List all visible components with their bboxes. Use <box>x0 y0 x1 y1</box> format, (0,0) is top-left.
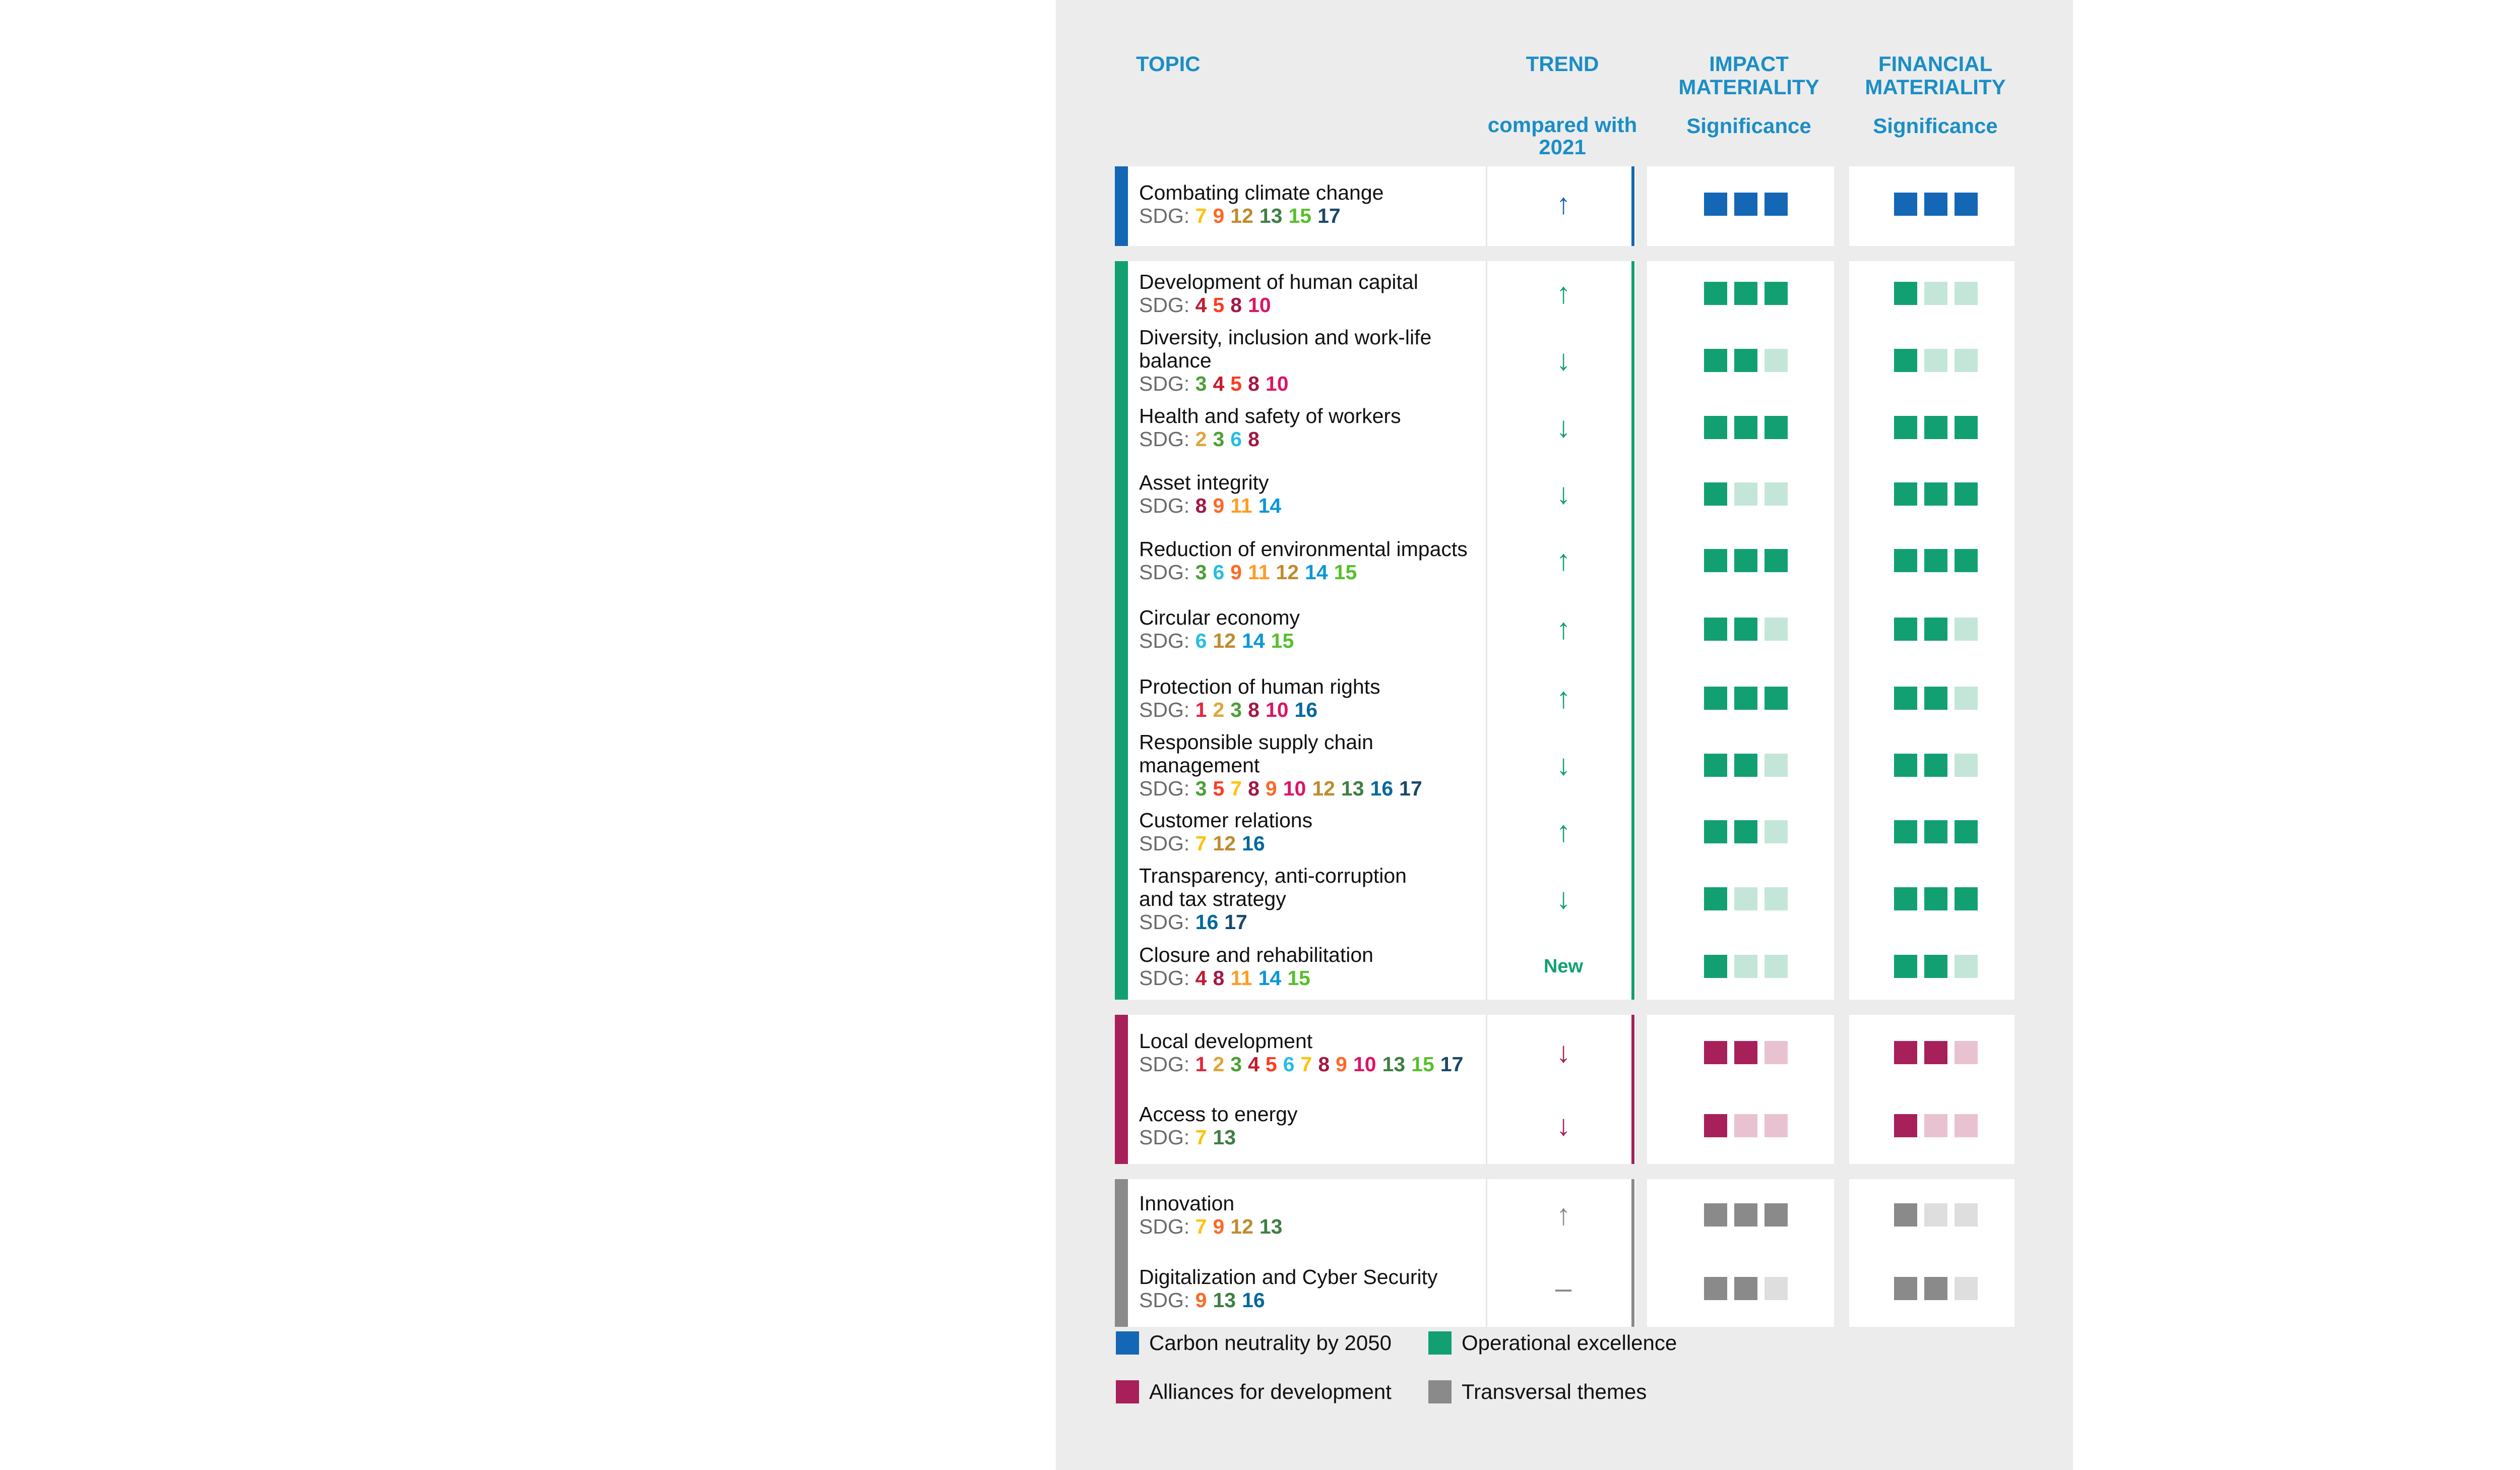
financial-significance-square <box>1894 820 1917 843</box>
financial-significance-square <box>1924 754 1947 777</box>
group-divider-line <box>1631 261 1634 1000</box>
header-trend-subtitle: compared with 2021 <box>1487 113 1637 159</box>
impact-significance-square <box>1734 416 1757 439</box>
topic-sdgs <box>1139 1053 1492 1076</box>
sdg-prefix: SDG: <box>1139 629 1195 652</box>
sdg-number: 6 <box>1195 629 1207 652</box>
sdg-number: 14 <box>1258 494 1282 517</box>
sdg-number: 8 <box>1248 372 1259 395</box>
impact-significance-square <box>1704 349 1727 372</box>
trend-neutral-icon: – <box>1555 1272 1572 1305</box>
financial-significance-square <box>1894 282 1917 305</box>
sdg-number: 15 <box>1334 561 1357 584</box>
financial-significance-square <box>1955 549 1978 572</box>
group-financial-bg <box>1849 1179 2014 1327</box>
impact-significance-square <box>1734 1114 1757 1137</box>
sdg-number: 9 <box>1213 494 1225 517</box>
topic-sdgs <box>1139 561 1492 584</box>
impact-significance-square <box>1734 1041 1757 1064</box>
topic-title: Combating climate change <box>1139 181 1384 204</box>
sdg-number: 5 <box>1213 293 1225 317</box>
topic-cell <box>1139 943 1492 990</box>
sdg-number: 10 <box>1265 372 1289 395</box>
financial-significance-square <box>1924 955 1947 978</box>
topic-title: Access to energy <box>1139 1102 1298 1126</box>
sdg-number: 10 <box>1353 1053 1376 1076</box>
financial-significance-square <box>1894 193 1917 216</box>
group-color-bar <box>1115 1015 1128 1164</box>
impact-significance-square <box>1704 482 1727 506</box>
financial-significance-square <box>1955 1041 1978 1064</box>
trend-up-icon: ↑ <box>1556 612 1571 645</box>
topic-sdgs <box>1139 966 1492 990</box>
sdg-number: 16 <box>1195 910 1219 934</box>
impact-significance-square <box>1765 1203 1788 1227</box>
topic-sdgs <box>1139 293 1492 317</box>
impact-significance-square <box>1765 687 1788 710</box>
topic-cell <box>1139 1192 1492 1238</box>
header-topic: TOPIC <box>1136 52 1201 76</box>
impact-significance-square <box>1704 887 1727 910</box>
topic-title: Diversity, inclusion and work-life balance <box>1139 326 1432 372</box>
topic-cell <box>1139 864 1492 934</box>
sdg-number: 9 <box>1230 561 1242 584</box>
sdg-number: 8 <box>1195 494 1207 517</box>
sdg-number: 5 <box>1230 372 1242 395</box>
topic-title: Customer relations <box>1139 809 1313 832</box>
financial-significance-square <box>1955 416 1978 439</box>
impact-significance-square <box>1704 549 1727 572</box>
sdg-number: 5 <box>1213 777 1225 800</box>
topic-sdgs <box>1139 1126 1492 1149</box>
sdg-number: 16 <box>1242 832 1265 855</box>
topic-cell <box>1139 809 1492 855</box>
impact-significance-square <box>1765 820 1788 843</box>
impact-significance-square <box>1734 549 1757 572</box>
impact-significance-square <box>1734 820 1757 843</box>
sdg-number: 7 <box>1195 832 1207 855</box>
sdg-number: 12 <box>1276 561 1299 584</box>
impact-significance-square <box>1734 282 1757 305</box>
sdg-prefix: SDG: <box>1139 698 1195 721</box>
sdg-prefix: SDG: <box>1139 494 1195 517</box>
impact-significance-square <box>1734 687 1757 710</box>
sdg-prefix: SDG: <box>1139 910 1195 934</box>
impact-significance-square <box>1734 349 1757 372</box>
sdg-number: 12 <box>1213 629 1236 652</box>
sdg-number: 9 <box>1265 777 1277 800</box>
sdg-number: 7 <box>1195 1215 1207 1238</box>
financial-significance-square <box>1894 955 1917 978</box>
financial-significance-square <box>1924 193 1947 216</box>
topic-cell <box>1139 675 1492 721</box>
financial-significance-square <box>1894 482 1917 506</box>
topic-sdgs <box>1139 629 1492 652</box>
trend-down-icon: ↓ <box>1556 749 1571 781</box>
topic-sdgs <box>1139 427 1492 451</box>
topic-title: Responsible supply chain management <box>1139 730 1373 777</box>
sdg-number: 1 <box>1195 1053 1207 1076</box>
impact-significance-square <box>1765 618 1788 641</box>
financial-significance-square <box>1955 349 1978 372</box>
impact-significance-square <box>1734 193 1757 216</box>
sdg-number: 8 <box>1248 777 1259 800</box>
sdg-number: 17 <box>1440 1053 1464 1076</box>
financial-significance-square <box>1894 687 1917 710</box>
impact-significance-square <box>1765 1277 1788 1300</box>
topic-cell <box>1139 404 1492 451</box>
impact-significance-square <box>1704 1277 1727 1300</box>
financial-significance-square <box>1894 1203 1917 1227</box>
sdg-number: 5 <box>1265 1053 1277 1076</box>
financial-significance-square <box>1894 549 1917 572</box>
sdg-number: 8 <box>1230 293 1242 317</box>
sdg-number: 6 <box>1283 1053 1295 1076</box>
group-divider-line <box>1631 1015 1634 1164</box>
sdg-prefix: SDG: <box>1139 1289 1195 1312</box>
topic-title: Protection of human rights <box>1139 675 1380 698</box>
topic-title: Asset integrity <box>1139 471 1269 494</box>
impact-significance-square <box>1704 1041 1727 1064</box>
financial-significance-square <box>1955 887 1978 910</box>
impact-significance-square <box>1765 282 1788 305</box>
trend-up-icon: ↑ <box>1556 815 1571 848</box>
topic-title: Development of human capital <box>1139 270 1418 293</box>
financial-significance-square <box>1894 754 1917 777</box>
group-divider-line <box>1631 1179 1634 1327</box>
sdg-number: 4 <box>1195 293 1207 317</box>
financial-significance-square <box>1894 1114 1917 1137</box>
sdg-number: 2 <box>1213 698 1225 721</box>
impact-significance-square <box>1765 349 1788 372</box>
impact-significance-square <box>1765 1041 1788 1064</box>
sdg-prefix: SDG: <box>1139 1053 1195 1076</box>
group-color-bar <box>1115 1179 1128 1327</box>
financial-significance-square <box>1924 1203 1947 1227</box>
impact-significance-square <box>1765 887 1788 910</box>
topic-cell <box>1139 1265 1492 1312</box>
financial-significance-square <box>1894 1041 1917 1064</box>
sdg-number: 1 <box>1195 698 1207 721</box>
financial-significance-square <box>1924 820 1947 843</box>
topic-title: Digitalization and Cyber Security <box>1139 1265 1438 1289</box>
impact-significance-square <box>1734 754 1757 777</box>
topic-cell <box>1139 606 1492 652</box>
impact-significance-square <box>1704 282 1727 305</box>
topic-cell <box>1139 730 1492 800</box>
sdg-prefix: SDG: <box>1139 777 1195 800</box>
sdg-number: 17 <box>1399 777 1422 800</box>
sdg-number: 6 <box>1213 561 1225 584</box>
sdg-number: 10 <box>1248 293 1271 317</box>
sdg-number: 15 <box>1411 1053 1434 1076</box>
topic-title: Innovation <box>1139 1192 1235 1215</box>
sdg-number: 7 <box>1195 204 1207 227</box>
impact-significance-square <box>1704 687 1727 710</box>
impact-significance-square <box>1765 549 1788 572</box>
impact-significance-square <box>1704 1114 1727 1137</box>
impact-significance-square <box>1765 416 1788 439</box>
sdg-number: 16 <box>1294 698 1318 721</box>
sdg-prefix: SDG: <box>1139 1215 1195 1238</box>
impact-significance-square <box>1765 193 1788 216</box>
financial-significance-square <box>1894 1277 1917 1300</box>
sdg-number: 3 <box>1195 561 1207 584</box>
sdg-number: 7 <box>1230 777 1242 800</box>
financial-significance-square <box>1955 1114 1978 1137</box>
group-impact-bg <box>1647 1015 1834 1164</box>
financial-significance-square <box>1955 1203 1978 1227</box>
sdg-number: 3 <box>1230 698 1242 721</box>
financial-significance-square <box>1924 887 1947 910</box>
impact-significance-square <box>1765 754 1788 777</box>
financial-significance-square <box>1924 482 1947 506</box>
sdg-number: 9 <box>1213 204 1225 227</box>
financial-significance-square <box>1955 820 1978 843</box>
impact-significance-square <box>1734 1203 1757 1227</box>
sdg-number: 11 <box>1230 494 1252 517</box>
sdg-number: 4 <box>1213 372 1225 395</box>
trend-up-icon: ↑ <box>1556 1198 1571 1231</box>
topic-sdgs <box>1139 698 1492 721</box>
sdg-number: 2 <box>1213 1053 1225 1076</box>
sdg-number: 12 <box>1230 204 1253 227</box>
sdg-number: 13 <box>1213 1289 1236 1312</box>
financial-significance-square <box>1894 349 1917 372</box>
legend-label: Alliances for development <box>1149 1380 1392 1403</box>
impact-significance-square <box>1734 1277 1757 1300</box>
sdg-number: 4 <box>1195 966 1207 990</box>
topic-title: Circular economy <box>1139 606 1300 629</box>
legend-swatch <box>1116 1331 1139 1355</box>
sdg-number: 14 <box>1305 561 1328 584</box>
group-color-bar <box>1115 166 1128 246</box>
group-color-bar <box>1115 261 1128 1000</box>
topic-sdgs <box>1139 777 1492 800</box>
legend-swatch <box>1116 1380 1139 1403</box>
sdg-number: 13 <box>1341 777 1364 800</box>
sdg-number: 6 <box>1230 427 1242 451</box>
financial-significance-square <box>1924 416 1947 439</box>
topic-cell <box>1139 181 1492 227</box>
financial-significance-square <box>1894 416 1917 439</box>
sdg-number: 9 <box>1213 1215 1225 1238</box>
topic-cell <box>1139 471 1492 517</box>
financial-significance-square <box>1955 754 1978 777</box>
sdg-number: 3 <box>1195 777 1207 800</box>
trend-down-icon: ↓ <box>1556 882 1571 915</box>
sdg-prefix: SDG: <box>1139 1126 1195 1149</box>
sdg-prefix: SDG: <box>1139 832 1195 855</box>
sdg-number: 17 <box>1224 910 1247 934</box>
sdg-number: 8 <box>1213 966 1225 990</box>
sdg-number: 16 <box>1370 777 1394 800</box>
header-trend: TREND <box>1526 52 1599 76</box>
topic-cell <box>1139 326 1492 395</box>
sdg-number: 14 <box>1242 629 1265 652</box>
sdg-number: 7 <box>1195 1126 1207 1149</box>
topic-sdgs <box>1139 1215 1492 1238</box>
trend-down-icon: ↓ <box>1556 1036 1571 1069</box>
impact-significance-square <box>1704 1203 1727 1227</box>
legend-swatch <box>1428 1380 1452 1403</box>
sdg-number: 11 <box>1230 966 1252 990</box>
sdg-number: 3 <box>1195 372 1207 395</box>
financial-significance-square <box>1955 282 1978 305</box>
impact-significance-square <box>1704 955 1727 978</box>
sdg-number: 14 <box>1258 966 1282 990</box>
impact-significance-square <box>1704 754 1727 777</box>
trend-up-icon: ↑ <box>1556 188 1571 220</box>
sdg-number: 4 <box>1248 1053 1259 1076</box>
group-financial-bg <box>1849 1015 2014 1164</box>
sdg-number: 7 <box>1300 1053 1312 1076</box>
sdg-prefix: SDG: <box>1139 427 1195 451</box>
sdg-number: 17 <box>1317 204 1341 227</box>
financial-significance-square <box>1924 1041 1947 1064</box>
group-impact-bg <box>1647 1179 1834 1327</box>
sdg-prefix: SDG: <box>1139 561 1195 584</box>
impact-significance-square <box>1734 482 1757 506</box>
sdg-number: 10 <box>1265 698 1289 721</box>
financial-significance-square <box>1924 282 1947 305</box>
topic-sdgs <box>1139 832 1492 855</box>
financial-significance-square <box>1955 1277 1978 1300</box>
financial-significance-square <box>1955 193 1978 216</box>
trend-down-icon: ↓ <box>1556 477 1571 510</box>
header-impact-materiality: IMPACT MATERIALITY <box>1678 52 1819 99</box>
sdg-number: 12 <box>1213 832 1236 855</box>
financial-significance-square <box>1955 482 1978 506</box>
trend-up-icon: ↑ <box>1556 682 1571 714</box>
legend-label: Transversal themes <box>1462 1380 1647 1403</box>
sdg-number: 9 <box>1336 1053 1347 1076</box>
topic-title: Local development <box>1139 1029 1313 1053</box>
sdg-number: 13 <box>1382 1053 1406 1076</box>
impact-significance-square <box>1765 955 1788 978</box>
topic-cell <box>1139 1029 1492 1076</box>
sdg-number: 13 <box>1259 1215 1283 1238</box>
trend-down-icon: ↓ <box>1556 344 1571 377</box>
sdg-number: 11 <box>1248 561 1270 584</box>
impact-significance-square <box>1704 416 1727 439</box>
topic-cell <box>1139 270 1492 317</box>
sdg-number: 10 <box>1283 777 1306 800</box>
sdg-prefix: SDG: <box>1139 204 1195 227</box>
impact-significance-square <box>1734 887 1757 910</box>
sdg-number: 8 <box>1248 427 1259 451</box>
sdg-number: 15 <box>1287 966 1310 990</box>
financial-significance-square <box>1894 887 1917 910</box>
impact-significance-square <box>1765 1114 1788 1137</box>
sdg-number: 12 <box>1230 1215 1253 1238</box>
group-divider-line <box>1631 166 1634 246</box>
impact-significance-square <box>1704 618 1727 641</box>
topic-sdgs <box>1139 372 1492 395</box>
impact-significance-square <box>1734 618 1757 641</box>
sdg-number: 12 <box>1312 777 1335 800</box>
sdg-prefix: SDG: <box>1139 293 1195 317</box>
header-financial-materiality: FINANCIAL MATERIALITY <box>1865 52 2006 99</box>
topic-title: Transparency, anti-corruption and tax strategy <box>1139 864 1407 910</box>
legend-label: Carbon neutrality by 2050 <box>1149 1331 1392 1355</box>
trend-down-icon: ↓ <box>1556 1109 1571 1142</box>
topic-cell <box>1139 1102 1492 1149</box>
legend-label: Operational excellence <box>1462 1331 1677 1355</box>
financial-significance-square <box>1955 955 1978 978</box>
topic-sdgs <box>1139 494 1492 517</box>
topic-sdgs <box>1139 204 1492 227</box>
header-impact-significance: Significance <box>1686 114 1811 138</box>
sdg-number: 9 <box>1195 1289 1207 1312</box>
trend-up-icon: ↑ <box>1556 544 1571 577</box>
financial-significance-square <box>1924 1114 1947 1137</box>
topic-title: Closure and rehabilitation <box>1139 943 1373 966</box>
financial-significance-square <box>1924 687 1947 710</box>
impact-significance-square <box>1704 193 1727 216</box>
impact-significance-square <box>1765 482 1788 506</box>
financial-significance-square <box>1955 618 1978 641</box>
financial-significance-square <box>1924 1277 1947 1300</box>
topic-sdgs <box>1139 910 1492 934</box>
trend-new-label: New <box>1543 956 1584 977</box>
header-financial-significance: Significance <box>1873 114 1998 138</box>
sdg-prefix: SDG: <box>1139 372 1195 395</box>
financial-significance-square <box>1924 349 1947 372</box>
topic-title: Reduction of environmental impacts <box>1139 537 1468 561</box>
topic-cell <box>1139 537 1492 584</box>
topic-sdgs <box>1139 1289 1492 1312</box>
sdg-number: 3 <box>1230 1053 1242 1076</box>
sdg-number: 3 <box>1213 427 1225 451</box>
sdg-number: 2 <box>1195 427 1207 451</box>
impact-significance-square <box>1734 955 1757 978</box>
financial-significance-square <box>1924 549 1947 572</box>
sdg-number: 15 <box>1271 629 1294 652</box>
sdg-prefix: SDG: <box>1139 966 1195 990</box>
financial-significance-square <box>1955 687 1978 710</box>
financial-significance-square <box>1894 618 1917 641</box>
trend-down-icon: ↓ <box>1556 411 1571 444</box>
impact-significance-square <box>1704 820 1727 843</box>
topic-title: Health and safety of workers <box>1139 404 1401 427</box>
sdg-number: 16 <box>1242 1289 1265 1312</box>
financial-significance-square <box>1924 618 1947 641</box>
trend-up-icon: ↑ <box>1556 277 1571 310</box>
sdg-number: 15 <box>1288 204 1312 227</box>
sdg-number: 13 <box>1213 1126 1236 1149</box>
sdg-number: 13 <box>1259 204 1283 227</box>
sdg-number: 8 <box>1318 1053 1330 1076</box>
legend-swatch <box>1428 1331 1452 1355</box>
sdg-number: 8 <box>1248 698 1259 721</box>
